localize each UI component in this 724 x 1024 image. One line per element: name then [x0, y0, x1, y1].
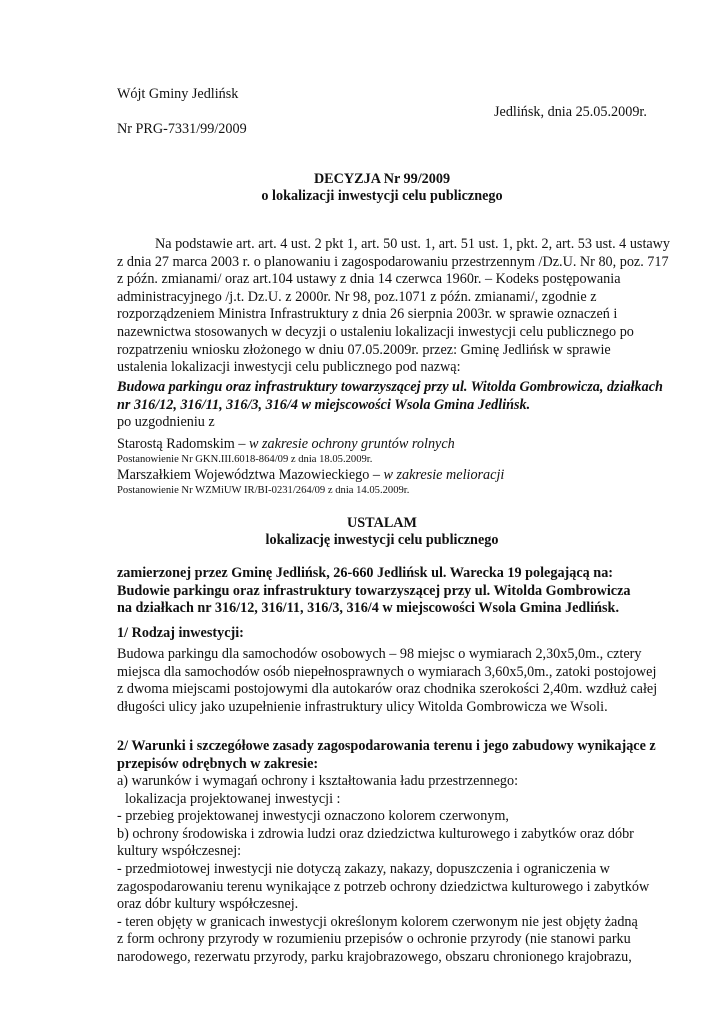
- section-1-line: Budowa parkingu dla samochodów osobowych – 98 miejsc o wymiarach 2,30x5,0m., cztery: [117, 646, 642, 662]
- agreement-authority-1: [117, 436, 455, 454]
- section-2-line: b) ochrony środowiska i zdrowia ludzi oraz dziedzictwa kulturowego i zabytków oraz dóbr: [117, 825, 634, 842]
- section-2-line: zagospodarowaniu terenu wynikające z potrzeb ochrony dziedzictwa kulturowego i zabytków: [117, 878, 650, 895]
- agreement-authority-2: [117, 467, 504, 485]
- basis-line: administracyjnego /j.t. Dz.U. z 2000r. Nr 98, poz.1071 z późn. zmianami/, zgodnie z: [117, 288, 597, 305]
- agreement-decision-1: Postanowienie Nr GKN.III.6018-864/09 z dnia 18.05.2009r.: [117, 454, 373, 465]
- section-1-body: [117, 646, 691, 716]
- dash: –: [234, 436, 250, 452]
- agreement-decision-2: Postanowienie Nr WZMiUW IR/BI-0231/264/09 z dnia 14.05.2009r.: [117, 485, 410, 496]
- investment-name-line: Budowa parkingu oraz infrastruktury towarzyszącej przy ul. Witolda Gombrowicza, działkach: [117, 379, 663, 395]
- basis-line: z dnia 27 marca 2003 r. o planowaniu i zagospodarowaniu przestrzennym /Dz.U. Nr 80, poz. 717: [117, 253, 669, 270]
- investment-name: [117, 379, 691, 414]
- basis-line: ustalenia lokalizacji inwestycji celu publicznego pod nazwą:: [117, 359, 461, 376]
- basis-line: rozpatrzeniu wniosku złożonego w dniu 07.05.2009r. przez: Gminę Jedlińsk w sprawie: [117, 341, 611, 358]
- section-2-line: kultury współczesnej:: [117, 843, 242, 860]
- section-1-line: długości ulicy jako uzupełnienie infrastruktury ulicy Witolda Gombrowicza we Wsoli.: [117, 698, 608, 715]
- basis-line: nazewnictwa stosowanych w decyzji o ustaleniu lokalizacji inwestycji celu publicznego po: [117, 323, 634, 340]
- dash: –: [369, 467, 384, 483]
- agreement-intro: po uzgodnieniu z: [117, 414, 215, 430]
- issuing-authority: Wójt Gminy Jedlińsk: [117, 86, 239, 102]
- reference-number: Nr PRG-7331/99/2009: [117, 121, 247, 137]
- section-2-body: [117, 773, 691, 967]
- section-2-heading: [117, 738, 691, 773]
- section-2-heading-line: 2/ Warunki i szczegółowe zasady zagospodarowania terenu i jego zabudowy wynikające z: [117, 738, 656, 754]
- intended-line: zamierzonej przez Gminę Jedlińsk, 26-660 Jedlińsk ul. Warecka 19 polegającą na:: [117, 565, 614, 581]
- section-2-heading-line: przepisów odrębnych w zakresie:: [117, 755, 319, 772]
- authority-scope: w zakresie ochrony gruntów rolnych: [249, 436, 455, 452]
- intended-line: Budowie parkingu oraz infrastruktury towarzyszącej przy ul. Witolda Gombrowicza: [117, 582, 631, 599]
- decision-title: DECYZJA Nr 99/2009: [313, 171, 451, 187]
- basis-line: z późn. zmianami/ oraz art.104 ustawy z dnia 14 czerwca 1960r. – Kodeks postępowania: [117, 271, 621, 288]
- basis-line: rozporządzeniem Ministra Infrastruktury z dnia 26 sierpnia 2003r. w sprawie oznaczeń i: [117, 306, 618, 323]
- section-1-heading: 1/ Rodzaj inwestycji:: [117, 625, 244, 641]
- intended-investment: [117, 565, 691, 618]
- section-2-line: narodowego, rezerwatu przyrody, parku krajobrazowego, obszaru chronionego krajobrazu,: [117, 948, 632, 965]
- intended-line: na działkach nr 316/12, 316/11, 316/3, 316/4 w miejscowości Wsola Gmina Jedlińsk.: [117, 600, 619, 617]
- section-1-line: z dwoma miejscami postojowymi dla autokarów oraz chodnika szerokości 2,40m. wzdłuż całej: [117, 681, 658, 698]
- establish-heading: USTALAM: [347, 515, 417, 531]
- decision-subtitle: o lokalizacji inwestycji celu publicznego: [261, 188, 503, 204]
- authority-name: Marszałkiem Województwa Mazowieckiego: [117, 467, 370, 483]
- section-2-line: a) warunków i wymagań ochrony i kształtowania ładu przestrzennego:: [117, 773, 519, 789]
- basis-line: Na podstawie art. art. 4 ust. 2 pkt 1, art. 50 ust. 1, art. 51 ust. 1, pkt. 2, art. 53 ust. 4 ustawy: [155, 236, 671, 252]
- legal-basis-paragraph: [117, 236, 691, 377]
- section-2-line: oraz dóbr kultury współczesnej.: [117, 896, 299, 913]
- section-1-line: miejsca dla samochodów osób niepełnosprawnych o wymiarach 3,60x5,0m., zatoki postojowej: [117, 663, 657, 680]
- section-2-line: - przedmiotowej inwestycji nie dotyczą zakazy, nakazy, dopuszczenia i ograniczenia w: [117, 860, 610, 877]
- section-2-line: - przebieg projektowanej inwestycji oznaczono kolorem czerwonym,: [117, 808, 509, 825]
- place-and-date: Jedlińsk, dnia 25.05.2009r.: [494, 104, 647, 120]
- establish-subheading: lokalizację inwestycji celu publicznego: [265, 532, 499, 548]
- section-2-line: lokalizacja projektowanej inwestycji :: [125, 790, 341, 807]
- authority-name: Starostą Radomskim: [117, 436, 235, 452]
- investment-name-line: nr 316/12, 316/11, 316/3, 316/4 w miejscowości Wsola Gmina Jedlińsk.: [117, 396, 531, 413]
- section-2-line: z form ochrony przyrody w rozumieniu przepisów o ochronie przyrody (nie stanowi parku: [117, 931, 631, 948]
- authority-scope: w zakresie melioracji: [383, 467, 505, 483]
- section-2-line: - teren objęty w granicach inwestycji określonym kolorem czerwonym nie jest objęty żadną: [117, 913, 638, 930]
